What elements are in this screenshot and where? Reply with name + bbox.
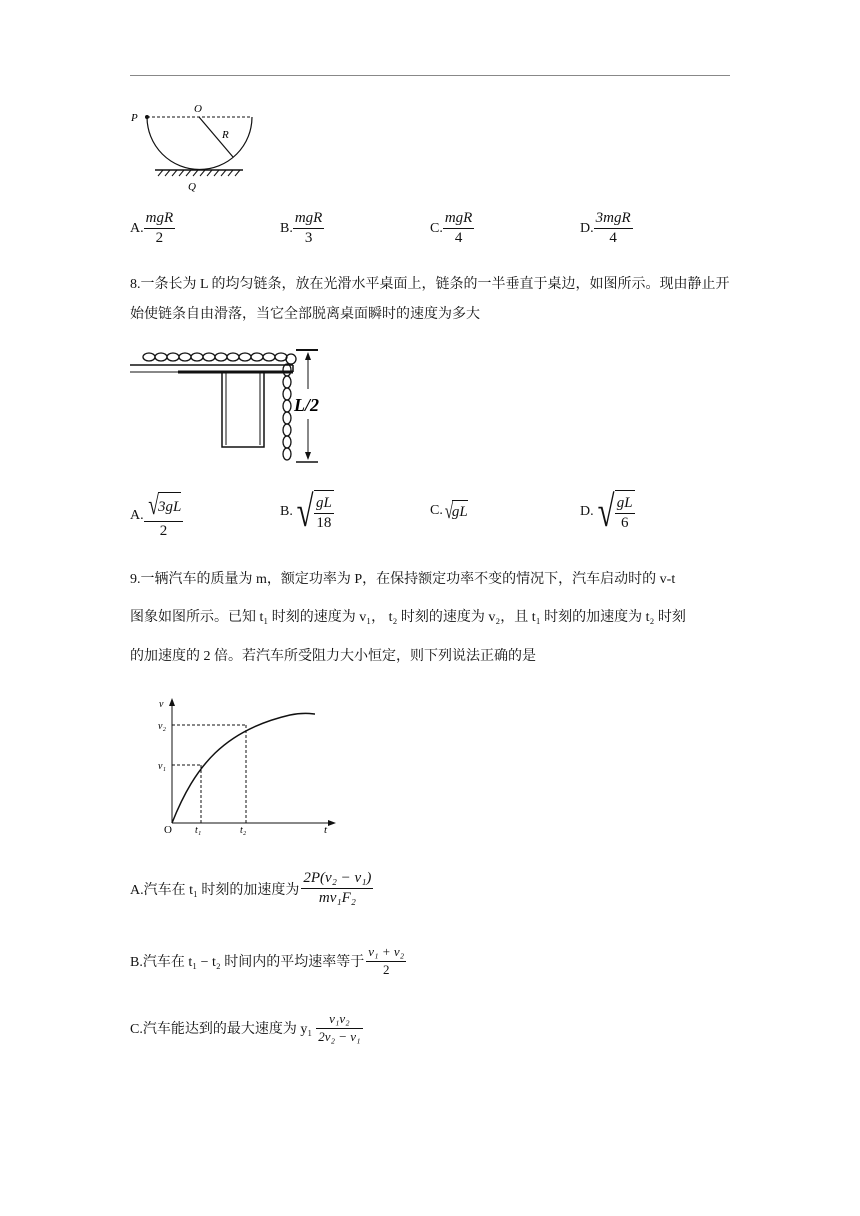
origin-label: O: [164, 824, 172, 836]
q8-option-c[interactable]: C. √ gL: [430, 498, 468, 523]
q8-option-b[interactable]: B. √ $\frac{gL}{18}$: [280, 487, 332, 536]
chain-table-figure: [128, 345, 328, 470]
label-p: P: [131, 112, 138, 124]
axis-v-label: v: [159, 699, 164, 710]
q7-option-a[interactable]: A. $\frac{\text{mgR}}{2}$: [130, 210, 174, 247]
label-r: R: [222, 129, 229, 141]
axis-t-label: t: [324, 824, 328, 836]
bowl-figure: [125, 100, 260, 195]
q9-line-2: 图象如图所示。已知 t₁ 时刻的速度为 v₁， t₂ 时刻的速度为 v₂，且 t₁ 时刻的加速度为 t₂ 时刻: [130, 610, 686, 625]
axis-v2-label: v₂: [158, 721, 166, 732]
axis-v1-label: v₁: [158, 761, 166, 772]
q8-question-text: 8.一条长为 L 的均匀链条，放在光滑水平桌面上，链条的一半垂直于桌边，如图所示。现由静止开始使链条自由滑落，当它全部脱离桌面瞬时的速度为多大: [130, 277, 730, 322]
q7-option-b[interactable]: B. $\frac{\text{mgR}}{3}$: [280, 210, 323, 247]
q8-option-a[interactable]: A. √ 3gL 2: [130, 490, 182, 539]
q9-option-a[interactable]: A.汽车在 t₁ 时刻的加速度为 $\frac{\text{2P(v₂ − v₁)}}{\text{mv₁F₂}}$: [130, 870, 372, 907]
q9-line-3: 的加速度的 2 倍。若汽车所受阻力大小恒定，则下列说法正确的是: [130, 649, 536, 664]
axis-t2-label: t₂: [240, 825, 247, 836]
label-o: O: [194, 103, 202, 115]
chain-half-length-label: L/2: [294, 395, 319, 415]
q7-option-d[interactable]: D. $\frac{\text{3mgR}}{4}$: [580, 210, 631, 247]
q9-line-1: 9.一辆汽车的质量为 m，额定功率为 P，在保持额定功率不变的情况下，汽车启动时的 v-t: [130, 572, 676, 587]
q8-option-d[interactable]: D. √ $\frac{gL}{6}$: [580, 487, 633, 536]
q9-option-c[interactable]: C.汽车能达到的最大速度为 y₁ $\frac{\text{v₁v₂}}{\text{2v₂ − v₁}}$: [130, 1011, 361, 1044]
vt-graph: [150, 695, 350, 840]
label-q: Q: [188, 181, 196, 193]
q9-option-b[interactable]: B.汽车在 t₁ − t₂ 时间内的平均速率等于 $\frac{\text{v₁ + v₂}}{2}$: [130, 944, 405, 977]
q7-option-c[interactable]: C. $\frac{\text{mgR}}{4}$: [430, 210, 473, 247]
axis-t1-label: t₁: [195, 825, 202, 836]
header-rule: [130, 75, 730, 76]
